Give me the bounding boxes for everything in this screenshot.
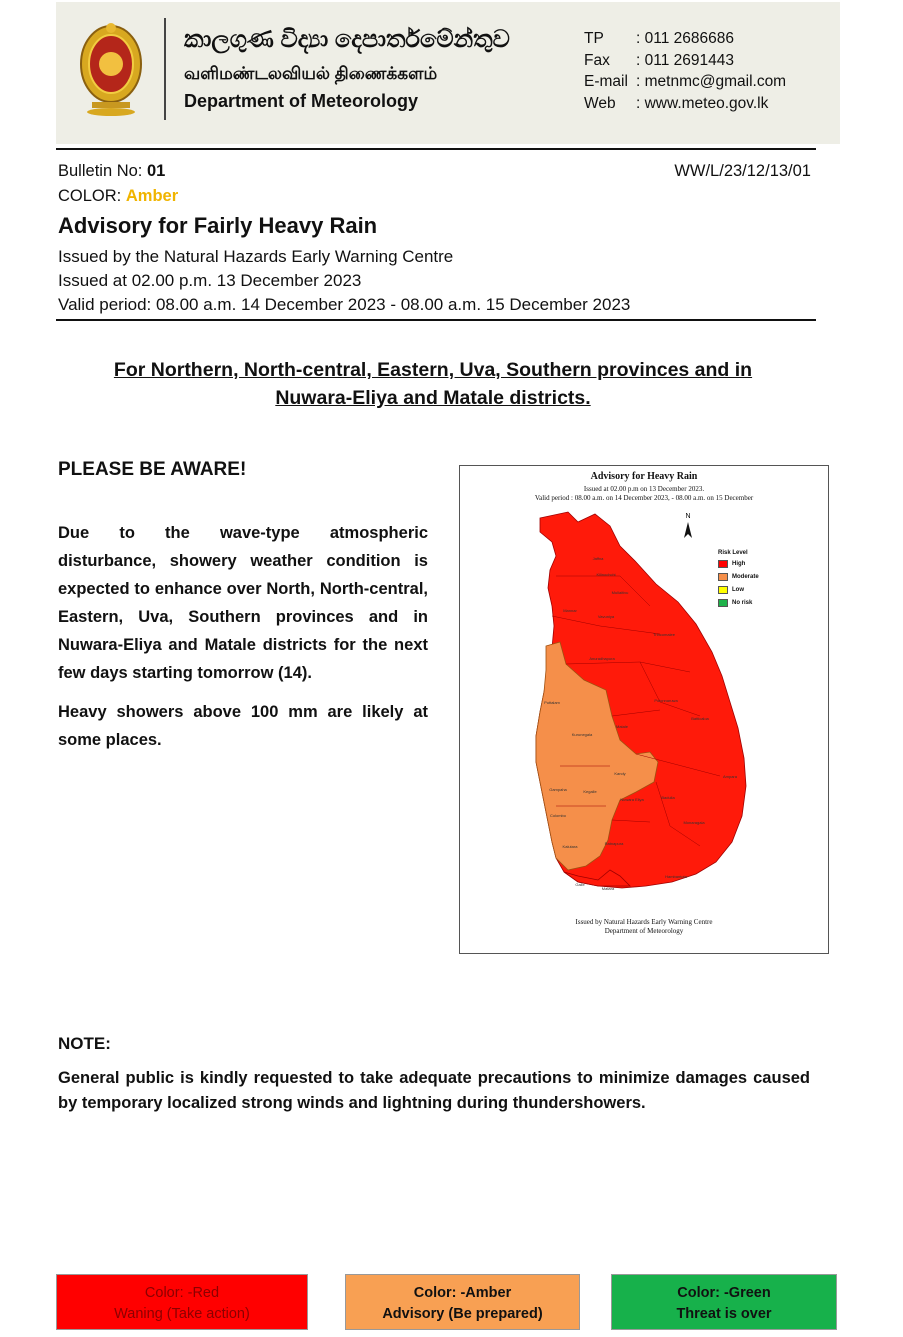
legend-box-green: Color: -Green Threat is over — [611, 1274, 837, 1330]
contact-email: E-mail : metnmc@gmail.com — [584, 73, 787, 90]
district-polonnaruwa: Polonnaruwa — [654, 698, 678, 703]
district-batticaloa: Batticaloa — [691, 716, 709, 721]
north-label: N — [685, 513, 691, 520]
district-badulla: Badulla — [661, 795, 675, 800]
legend-box-amber: Color: -Amber Advisory (Be prepared) — [345, 1274, 580, 1330]
legend-high: High — [718, 560, 759, 568]
advisory-paragraph: Due to the wave-type atmospheric disturbance, showery weather condition is expected to enhance over North, North-central, Eastern, Uva, Southern provinces and in Nuwara-Eliya and Matale districts for the next few days starting tomorrow (14). — [58, 524, 428, 682]
header-rule — [56, 148, 816, 150]
valid-period: Valid period: 08.00 a.m. 14 December 2023 - 08.00 a.m. 15 December 2023 — [58, 295, 631, 314]
bulletin-reference: WW/L/23/12/13/01 — [674, 162, 811, 180]
risk-map — [459, 465, 829, 954]
letterhead — [56, 2, 840, 144]
district-matale: Matale — [615, 724, 629, 729]
contact-web: Web : www.meteo.gov.lk — [584, 94, 769, 112]
contact-block — [584, 28, 786, 114]
header-divider — [164, 18, 166, 120]
color-value: Amber — [125, 187, 179, 205]
map-valid: Valid period : 08.00 a.m. on 14 December 2023, - 08.00 a.m. on 15 December — [534, 494, 754, 502]
bulletin-number: Bulletin No: 01 — [58, 162, 166, 180]
district-ampara: Ampara — [722, 774, 738, 779]
legend-moderate: Moderate — [718, 573, 759, 581]
district-kegalle: Kegalle — [583, 789, 597, 794]
map-title: Advisory for Heavy Rain — [590, 471, 698, 482]
rainfall-paragraph: Heavy showers above 100 mm are likely at some places. — [58, 703, 428, 749]
district-monaragala: Monaragala — [683, 820, 705, 825]
contact-tp: TP : 011 2686686 — [584, 30, 734, 47]
issued-by: Issued by the Natural Hazards Early Warning Centre — [58, 247, 454, 266]
district-colombo: Colombo — [549, 813, 567, 818]
affected-areas: For Northern, North-central, Eastern, Uva, Southern provinces and in Nuwara-Eliya and Matale districts. — [113, 359, 753, 409]
district-matara: Matara — [601, 886, 615, 891]
department-name-tamil: வளிமண்டலவியல் திணைக்களம் — [184, 64, 438, 83]
risk-legend — [718, 550, 759, 612]
map-footer-centre: Issued by Natural Hazards Early Warning Centre — [575, 918, 713, 926]
district-kilinochchi: Kilinochchi — [596, 572, 616, 577]
district-puttalam: Puttalam — [544, 700, 560, 705]
department-name-english: Department of Meteorology — [184, 91, 419, 111]
note-heading: NOTE: — [58, 1034, 111, 1053]
district-anuradhapura: Anuradhapura — [589, 656, 615, 661]
district-ratnapura: Ratnapura — [604, 841, 624, 846]
legend-box-red: Color: -Red Waning (Take action) — [56, 1274, 308, 1330]
district-gampaha: Gampaha — [549, 787, 567, 792]
district-hambantota: Hambantota — [665, 874, 687, 879]
legend-low: Low — [718, 586, 759, 594]
bulletin-rule — [56, 319, 816, 321]
issued-at: Issued at 02.00 p.m. 13 December 2023 — [58, 271, 362, 290]
district-vavuniya: Vavuniya — [597, 614, 615, 619]
district-kurunegala: Kurunegala — [571, 732, 593, 737]
north-arrow-icon — [684, 513, 692, 538]
district-mannar: Mannar — [563, 608, 577, 613]
legend-no-risk: No risk — [718, 599, 759, 607]
legend-title: Risk Level — [718, 550, 748, 556]
advisory-title: Advisory for Fairly Heavy Rain — [58, 213, 378, 238]
map-issued: Issued at 02.00 p.m on 13 December 2023. — [583, 485, 705, 493]
national-emblem-logo — [78, 20, 144, 118]
district-kandy: Kandy — [614, 771, 626, 776]
district-kalutara: Kalutara — [562, 844, 578, 849]
district-jaffna: Jaffna — [592, 556, 604, 561]
district-mullaitivu: Mullaitivu — [611, 590, 629, 595]
map-footer-department: Department of Meteorology — [604, 927, 684, 935]
contact-fax: Fax : 011 2691443 — [584, 51, 734, 69]
district-nuwara-eliya: Nuwara Eliya — [620, 797, 644, 802]
sri-lanka-map — [460, 466, 830, 955]
bulletin-color: COLOR: Amber — [58, 187, 179, 205]
department-name-sinhala: කාලගුණ විද්‍යා දෙපාර්තමේන්තුව — [184, 26, 510, 53]
district-trincomalee: Trincomalee — [653, 632, 675, 637]
district-galle: Galle — [575, 882, 585, 887]
note-text: General public is kindly requested to take adequate precautions to minimize damages caused by temporary localized strong winds and lightning during thundershowers. — [58, 1069, 810, 1112]
be-aware-heading: PLEASE BE AWARE! — [58, 459, 247, 480]
